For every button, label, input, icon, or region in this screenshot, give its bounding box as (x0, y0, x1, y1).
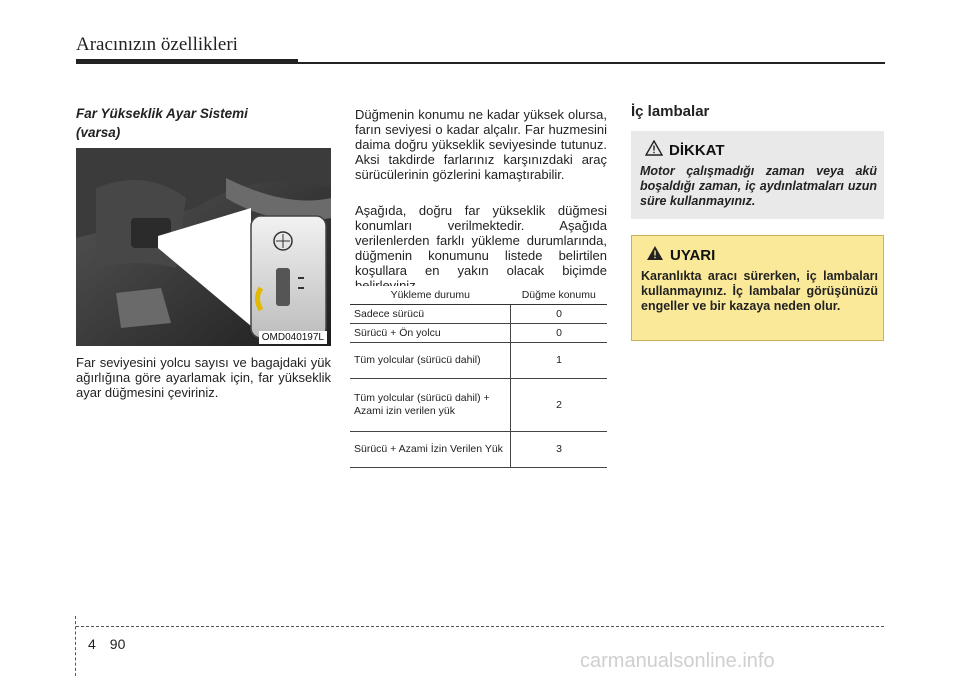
footer-vertical-rule (75, 616, 76, 676)
left-paragraph: Far seviyesini yolcu sayısı ve bagajdaki yük ağırlığına göre ayarlamak için, far yükseklik ayar düğmesini çeviriniz. (76, 355, 331, 400)
warning-header (646, 245, 715, 265)
table-row (350, 432, 607, 468)
caution-text: Motor çalışmadığı zaman veya akü boşaldığı zaman, iç aydınlatmaları uzun süre kullanmayınız. (640, 164, 877, 208)
table-cell-position: 2 (511, 379, 608, 432)
dashboard-illustration (76, 148, 331, 346)
table-cell-load: Sadece sürücü (350, 305, 511, 324)
table-row (350, 324, 607, 343)
warning-box (631, 235, 884, 341)
table-cell-position: 3 (511, 432, 608, 468)
watermark: carmanualsonline.info (580, 650, 775, 672)
load-table (350, 286, 607, 468)
table-cell-load: Sürücü + Azami İzin Verilen Yük (350, 432, 511, 468)
caution-box (631, 131, 884, 219)
header-title: Aracınızın özellikleri (76, 34, 238, 55)
header-rule-thick (76, 59, 298, 64)
table-cell-position: 0 (511, 324, 608, 343)
dashboard-photo (76, 148, 331, 346)
header-rule-thin (298, 62, 885, 64)
table-cell-position: 0 (511, 305, 608, 324)
warning-label: UYARI (670, 246, 716, 264)
table-header-row (350, 286, 607, 305)
caution-header (645, 140, 725, 160)
table-row (350, 379, 607, 432)
warning-triangle-outline-icon (645, 140, 663, 160)
table-header-position: Düğme konumu (511, 286, 608, 305)
section-title: Far Yükseklik Ayar Sistemi (varsa) (76, 106, 248, 140)
footer-rule (76, 626, 884, 627)
chapter-number: 4 (88, 636, 96, 652)
middle-paragraph-1: Düğmenin konumu ne kadar yüksek olursa, farın seviyesi o kadar alçalır. Far huzmesini daima doğru yükseklik seviyesinde tutunuz. Aksi takdirde farlarınız karşınızdaki araç sürücülerinin gözlerini kamaştırabilir. (355, 107, 607, 182)
photo-caption: OMD040197L (259, 331, 327, 344)
page-number (88, 636, 125, 652)
table-row (350, 343, 607, 379)
middle-paragraph-2: Aşağıda, doğru far yükseklik düğmesi konumları verilmektedir. Aşağıda verilenlerden farklı yükleme durumlarında, düğmenin konumunu listede belirtilen koşullara en yakın olacak biçimde (355, 203, 607, 278)
table-row (350, 305, 607, 324)
table-cell-load: Tüm yolcular (sürücü dahil) (350, 343, 511, 379)
table-cell-position: 1 (511, 343, 608, 379)
page-number-value: 90 (109, 636, 126, 652)
warning-text: Karanlıkta aracı sürerken, iç lambaları kullanmayınız. İç lambalar görüşünüzü engeller ve bir kazaya neden olur. (641, 269, 878, 313)
caution-label: DİKKAT (669, 141, 725, 159)
table-header-load: Yükleme durumu (350, 286, 511, 305)
table-cell-load: Tüm yolcular (sürücü dahil) + Azami izin verilen yük (350, 379, 511, 432)
table-cell-load: Sürücü + Ön yolcu (350, 324, 511, 343)
interior-lamps-title: İç lambalar (631, 103, 710, 120)
warning-triangle-filled-icon (646, 245, 664, 265)
